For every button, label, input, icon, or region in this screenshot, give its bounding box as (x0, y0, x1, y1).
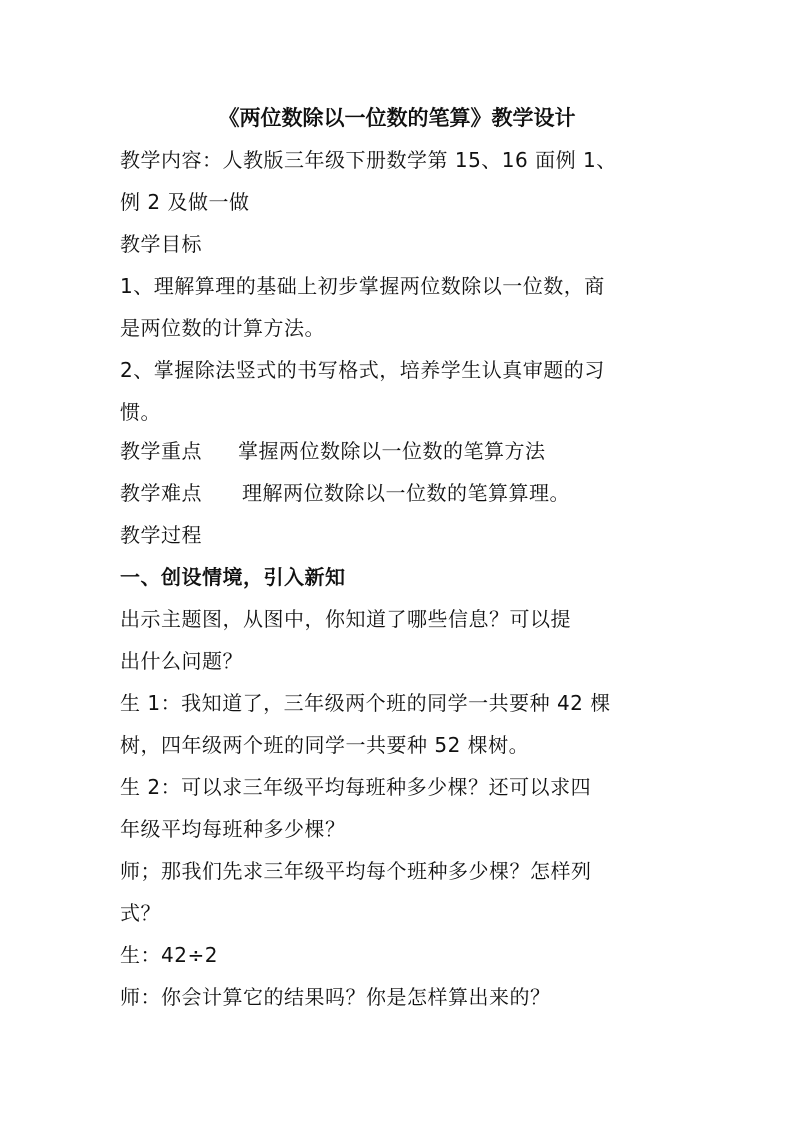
paragraph-5-line-1: 生：42÷2 (120, 943, 218, 967)
content-line-2: 例 2 及做一做 (120, 190, 250, 214)
key-point-row (120, 438, 546, 464)
paragraph-2-line-2: 树，四年级两个班的同学一共要种 52 棵树。 (120, 733, 530, 757)
objective-1-line-1: 1、理解算理的基础上初步掌握两位数除以一位数，商 (120, 274, 605, 298)
key-point-label: 教学重点 (120, 439, 202, 463)
content-line-1: 教学内容：人教版三年级下册数学第 15、16 面例 1、 (120, 148, 617, 172)
paragraph-4-line-2: 式？ (120, 901, 161, 925)
document-title: 《两位数除以一位数的笔算》教学设计 (218, 106, 576, 130)
paragraph-4-line-1: 师；那我们先求三年级平均每个班种多少棵？怎样列 (120, 859, 592, 883)
difficulty-row (120, 480, 570, 506)
paragraph-1-line-1: 出示主题图，从图中，你知道了哪些信息？可以提 (120, 607, 571, 631)
paragraph-2-line-1: 生 1：我知道了，三年级两个班的同学一共要种 42 棵 (120, 691, 611, 715)
paragraph-6-line-1: 师：你会计算它的结果吗？你是怎样算出来的？ (120, 985, 551, 1009)
difficulty-label: 教学难点 (120, 481, 202, 505)
paragraph-3-line-2: 年级平均每班种多少棵？ (120, 817, 346, 841)
paragraph-3-line-1: 生 2：可以求三年级平均每班种多少棵？还可以求四 (120, 775, 592, 799)
paragraph-1-line-2: 出什么问题？ (120, 649, 243, 673)
section-1-heading: 一、创设情境，引入新知 (120, 565, 346, 589)
difficulty-text: 理解两位数除以一位数的笔算算理。 (242, 481, 570, 505)
objective-2-line-2: 惯。 (120, 400, 161, 424)
key-point-text: 掌握两位数除以一位数的笔算方法 (238, 439, 546, 463)
process-heading: 教学过程 (120, 523, 202, 547)
objective-1-line-2: 是两位数的计算方法。 (120, 316, 325, 340)
objectives-heading: 教学目标 (120, 232, 202, 256)
objective-2-line-1: 2、掌握除法竖式的书写格式，培养学生认真审题的习 (120, 358, 605, 382)
